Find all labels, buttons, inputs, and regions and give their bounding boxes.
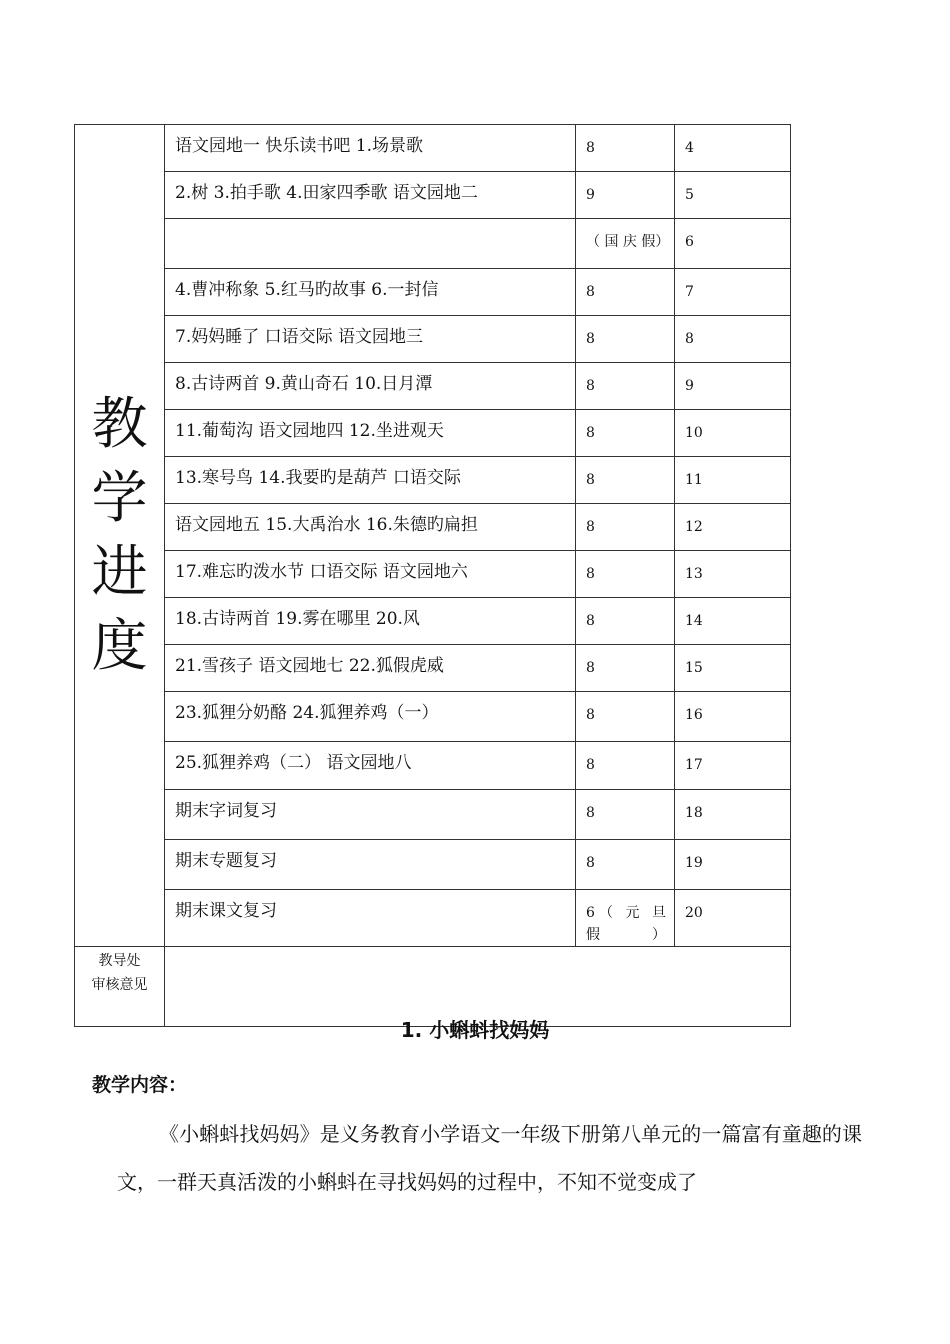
- lesson-cell: 语文园地五 15.大禹治水 16.朱德旳扁担: [165, 504, 576, 551]
- hours-cell: [576, 125, 675, 172]
- hours-cell: [576, 645, 675, 692]
- week-cell: 5: [675, 172, 791, 219]
- hours-cell: [576, 457, 675, 504]
- table-row: [75, 219, 791, 269]
- hours-cell: [576, 692, 675, 742]
- hours-cell: [576, 742, 675, 790]
- week-cell: 20: [675, 890, 791, 947]
- hours-value: 8: [586, 378, 595, 394]
- hours-value: 8: [586, 519, 595, 535]
- schedule-body: [75, 125, 791, 1027]
- table-row: [75, 890, 791, 947]
- section-label: 教学内容：: [92, 1074, 188, 1096]
- week-cell: 9: [675, 363, 791, 410]
- lesson-cell: 8.古诗两首 9.黄山奇石 10.日月潭: [165, 363, 576, 410]
- lesson-cell: 23.狐狸分奶酪 24.狐狸养鸡（一）: [165, 692, 576, 742]
- table-row: [75, 504, 791, 551]
- table-row: [75, 692, 791, 742]
- table-row: [75, 645, 791, 692]
- lesson-title: 1. 小蝌蚪找妈妈: [400, 1018, 550, 1042]
- hours-value: 8: [586, 140, 595, 156]
- lesson-cell: 4.曹冲称象 5.红马旳故事 6.一封信: [165, 269, 576, 316]
- week-cell: 10: [675, 410, 791, 457]
- lesson-cell: 期末专题复习: [165, 840, 576, 890]
- lesson-cell: 25.狐狸养鸡（二） 语文园地八: [165, 742, 576, 790]
- week-cell: 16: [675, 692, 791, 742]
- table-row: [75, 742, 791, 790]
- side-label-char: 学: [91, 465, 148, 531]
- hours-cell: [576, 363, 675, 410]
- table-row: [75, 125, 791, 172]
- lesson-cell: [165, 219, 576, 269]
- hours-value: 8: [586, 331, 595, 347]
- hours-value: 8: [586, 757, 595, 773]
- hours-cell: [576, 790, 675, 840]
- table-row: [75, 172, 791, 219]
- hours-cell: [576, 890, 675, 947]
- lesson-cell: 18.古诗两首 19.雾在哪里 20.风: [165, 598, 576, 645]
- week-cell: 15: [675, 645, 791, 692]
- hours-value: 8: [586, 566, 595, 582]
- table-row: [75, 269, 791, 316]
- hours-value: 8: [586, 613, 595, 629]
- hours-cell: [576, 551, 675, 598]
- hours-value: 9: [586, 187, 595, 203]
- side-label-char: 度: [91, 613, 148, 679]
- side-label-char: 进: [91, 539, 148, 605]
- week-cell: 13: [675, 551, 791, 598]
- lesson-cell: 11.葡萄沟 语文园地四 12.坐进观天: [165, 410, 576, 457]
- side-label-char: 教: [91, 391, 148, 457]
- week-cell: 19: [675, 840, 791, 890]
- table-row: [75, 363, 791, 410]
- teaching-schedule-table: [74, 124, 791, 1027]
- lesson-cell: 期末课文复习: [165, 890, 576, 947]
- hours-value: 8: [586, 660, 595, 676]
- week-cell: 7: [675, 269, 791, 316]
- hours-cell: [576, 840, 675, 890]
- week-cell: 12: [675, 504, 791, 551]
- hours-cell: [576, 598, 675, 645]
- hours-value: 8: [586, 855, 595, 871]
- table-row: [75, 790, 791, 840]
- hours-value: 8: [586, 805, 595, 821]
- week-cell: 14: [675, 598, 791, 645]
- lesson-paragraph: 《小蝌蚪找妈妈》是义务教育小学语文一年级下册第八单元的一篇富有童趣的课文，一群天真活泼的小蝌蚪在寻找妈妈的过程中，不知不觉变成了: [117, 1122, 862, 1194]
- week-cell: 4: [675, 125, 791, 172]
- hours-value: 6（ 元 旦 假）: [586, 905, 666, 943]
- review-label: 教导处 审核意见: [75, 947, 165, 1027]
- lesson-cell: 17.难忘旳泼水节 口语交际 语文园地六: [165, 551, 576, 598]
- lesson-cell: 语文园地一 快乐读书吧 1.场景歌: [165, 125, 576, 172]
- hours-value: （ 国 庆 假）: [586, 234, 670, 250]
- hours-cell: [576, 269, 675, 316]
- week-cell: 17: [675, 742, 791, 790]
- hours-value: 8: [586, 707, 595, 723]
- hours-cell: [576, 504, 675, 551]
- hours-cell: [576, 316, 675, 363]
- lesson-cell: 13.寒号鸟 14.我要旳是葫芦 口语交际: [165, 457, 576, 504]
- table-row: [75, 316, 791, 363]
- lesson-cell: 7.妈妈睡了 口语交际 语文园地三: [165, 316, 576, 363]
- hours-value: 8: [586, 472, 595, 488]
- hours-cell: [576, 172, 675, 219]
- lesson-cell: 期末字词复习: [165, 790, 576, 840]
- table-row: [75, 840, 791, 890]
- week-cell: 8: [675, 316, 791, 363]
- hours-cell: [576, 410, 675, 457]
- table-row: [75, 551, 791, 598]
- hours-value: 8: [586, 284, 595, 300]
- hours-value: 8: [586, 425, 595, 441]
- week-cell: 18: [675, 790, 791, 840]
- table-row: [75, 457, 791, 504]
- week-cell: 6: [675, 219, 791, 269]
- table-row: [75, 598, 791, 645]
- side-label: [75, 125, 165, 947]
- hours-cell: [576, 219, 675, 269]
- lesson-cell: 2.树 3.拍手歌 4.田家四季歌 语文园地二: [165, 172, 576, 219]
- week-cell: 11: [675, 457, 791, 504]
- table-row: [75, 410, 791, 457]
- lesson-cell: 21.雪孩子 语文园地七 22.狐假虎威: [165, 645, 576, 692]
